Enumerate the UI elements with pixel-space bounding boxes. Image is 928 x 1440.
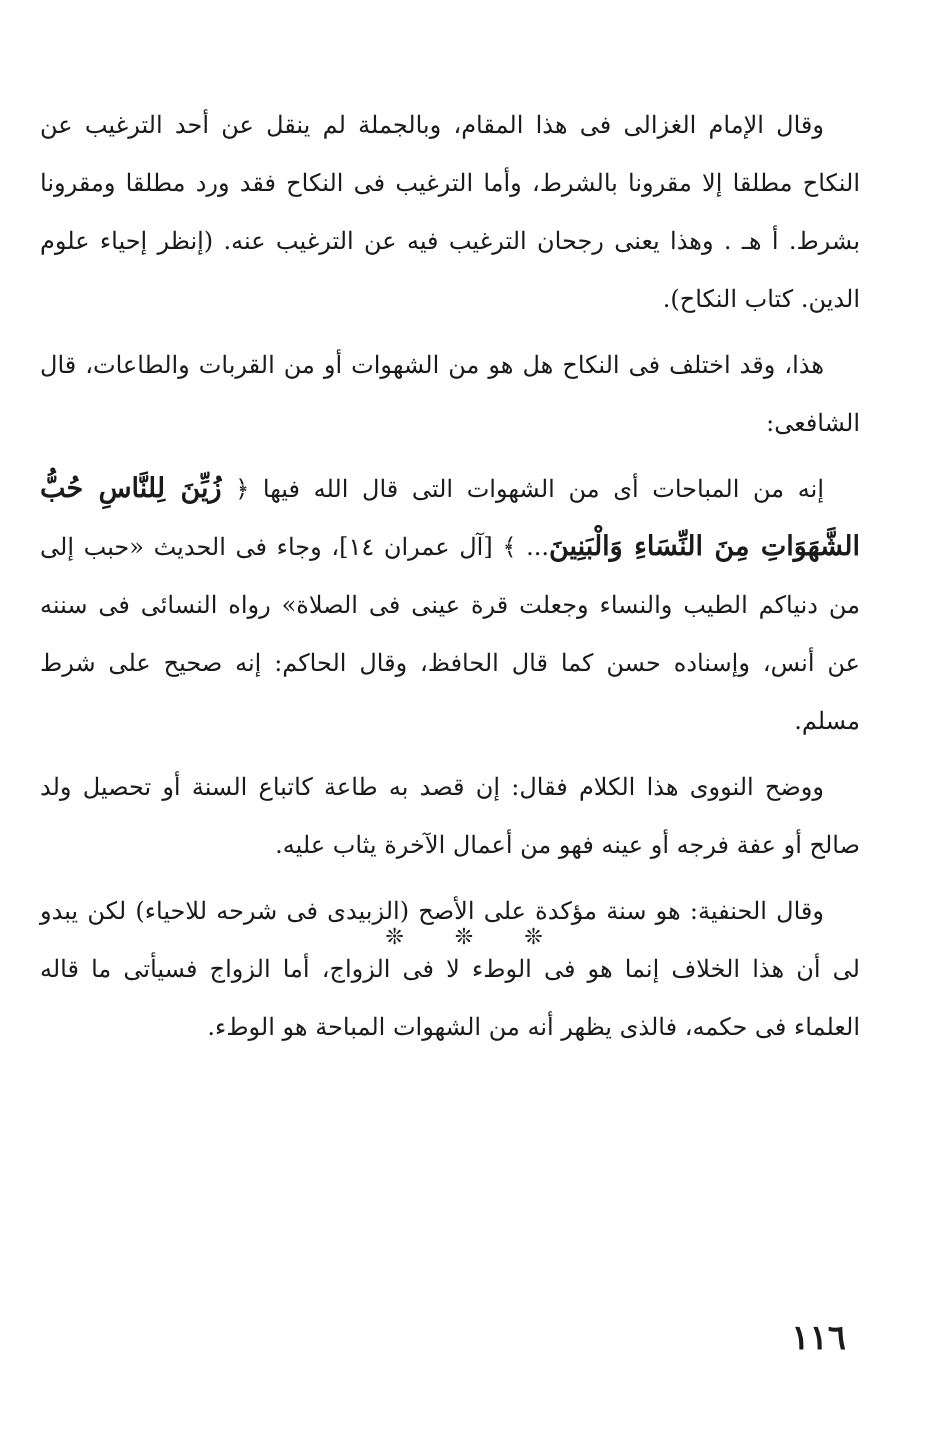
paragraph-shafii-hadith: ... ﴾ [آل عمران ١٤]، وجاء فى الحديث «حبب إلى من دنياكم الطيب والنساء وجعلت قرة عينى فى الصلاة» رواه النسائى فى سننه عن أنس، وإسناده حسن كما قال الحافظ، وقال الحاكم: إنه صحيح على شرط مسلم. xyxy=(40,533,860,735)
asterism-mark: ❊ xyxy=(524,925,543,950)
paragraph-shafii xyxy=(40,460,860,750)
quran-verse: زُيِّنَ لِلنَّاسِ حُبُّ الشَّهَوَاتِ مِنَ النِّسَاءِ وَالْبَنِينَ xyxy=(40,473,860,562)
section-separator xyxy=(0,925,928,950)
page-number: ١١٦ xyxy=(791,1318,846,1358)
paragraph-nawawi: ووضح النووى هذا الكلام فقال: إن قصد به طاعة كاتباع السنة أو تحصيل ولد صالح أو عفة فرجه أو عينه فهو من أعمال الآخرة يثاب عليه. xyxy=(40,773,860,859)
paragraph-hanafi: وقال الحنفية: هو سنة مؤكدة على الأصح (الزبيدى فى شرحه للاحياء) لكن يبدو لى أن هذا الخلاف إنما هو فى الوطء لا فى الزواج، أما الزواج فسيأتى ما قاله العلماء فى حكمه، فالذى يظهر أنه من الشهوات المباحة هو الوطء. xyxy=(40,897,860,1041)
asterism-mark: ❊ xyxy=(385,925,404,950)
paragraph-dispute: هذا، وقد اختلف فى النكاح هل هو من الشهوات أو من القربات والطاعات، قال الشافعى: xyxy=(40,351,860,437)
asterism-mark: ❊ xyxy=(454,925,474,950)
main-text xyxy=(40,96,860,1064)
paragraph-ghazali: وقال الإمام الغزالى فى هذا المقام، وبالجملة لم ينقل عن أحد الترغيب عن النكاح مطلقا إلا مقرونا بالشرط، وأما الترغيب فى النكاح فقد ورد مطلقا ومقرونا بشرط. أ هـ . وهذا يعنى رجحان الترغيب فيه عن الترغيب عنه. (إنظر إحياء علوم الدين. كتاب النكاح). xyxy=(40,111,860,313)
paragraph-shafii-intro: إنه من المباحات أى من الشهوات التى قال الله فيها ﴿ xyxy=(221,475,824,503)
